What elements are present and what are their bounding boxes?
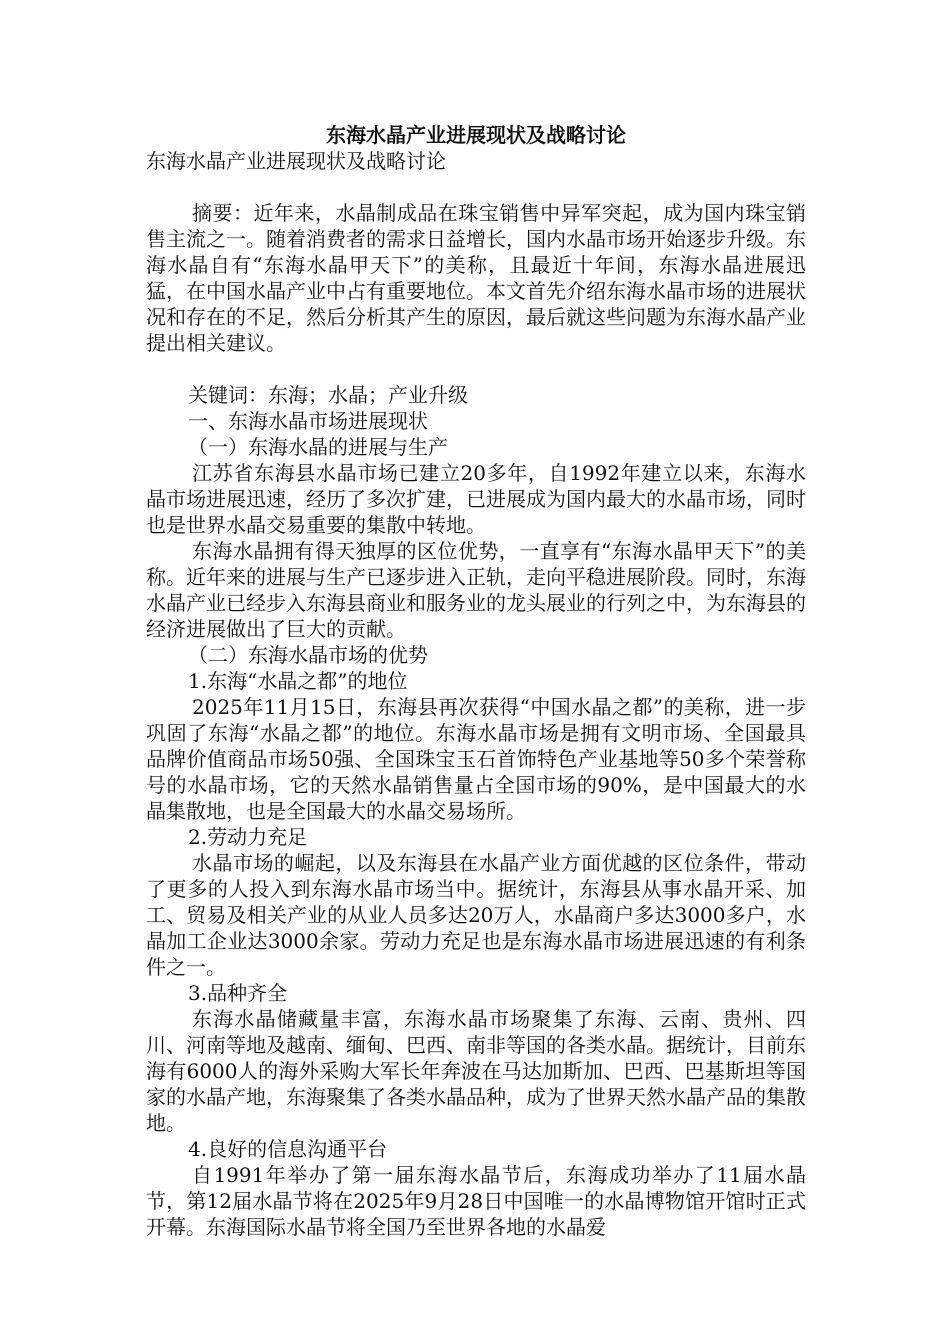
body-paragraph: 东海水晶拥有得天独厚的区位优势，一直享有“东海水晶甲天下”的美称。近年来的进展与生产已逐步进入正轨，走向平稳进展阶段。同时，东海水晶产业已经步入东海县商业和服务业的龙头展业的行列之中，为东海县的经济进展做出了巨大的贡献。 — [146, 539, 806, 641]
subsection-heading: （二）东海水晶市场的优势 — [188, 643, 428, 667]
item-heading: 4.良好的信息沟通平台 — [188, 1137, 388, 1161]
document-body — [146, 122, 806, 1240]
item-heading: 1.东海“水晶之都”的地位 — [188, 669, 408, 693]
blank-line — [146, 356, 806, 382]
item-heading: 3.品种齐全 — [188, 981, 288, 1005]
body-paragraph: 水晶市场的崛起，以及东海县在水晶产业方面优越的区位条件，带动了更多的人投入到东海水晶市场当中。据统计，东海县从事水晶开采、加工、贸易及相关产业的从业人员多达20万人，水晶商户多达3000多户，水晶加工企业达3000余家。劳动力充足也是东海水晶市场进展迅速的有利条件之一。 — [146, 851, 806, 979]
document-title: 东海水晶产业进展现状及战略讨论 — [326, 123, 626, 147]
body-paragraph: 江苏省东海县水晶市场已建立20多年，自1992年建立以来，东海水晶市场进展迅速，经历了多次扩建，已进展成为国内最大的水晶市场，同时也是世界水晶交易重要的集散中转地。 — [146, 461, 806, 537]
document-subtitle: 东海水晶产业进展现状及战略讨论 — [146, 149, 446, 173]
body-paragraph: 自1991年举办了第一届东海水晶节后，东海成功举办了11届水晶节，第12届水晶节将在2025年9月28日中国唯一的水晶博物馆开馆时正式开幕。东海国际水晶节将全国乃至世界各地的水晶爱 — [146, 1163, 806, 1239]
item-heading: 2.劳动力充足 — [188, 825, 308, 849]
keywords-line: 关键词：东海；水晶；产业升级 — [188, 383, 468, 407]
body-paragraph: 2025年11月15日，东海县再次获得“中国水晶之都”的美称，进一步巩固了东海“水晶之都”的地位。东海水晶市场是拥有文明市场、全国最具品牌价值商品市场50强、全国珠宝玉石首饰特色产业基地等50多个荣誉称号的水晶市场，它的天然水晶销售量占全国市场的90%，是中国最大的水晶集散地，也是全国最大的水晶交易场所。 — [146, 695, 806, 823]
subsection-heading: （一）东海水晶的进展与生产 — [188, 435, 448, 459]
section-heading: 一、东海水晶市场进展现状 — [188, 409, 428, 433]
blank-line — [146, 174, 806, 200]
body-paragraph: 东海水晶储藏量丰富，东海水晶市场聚集了东海、云南、贵州、四川、河南等地及越南、缅甸、巴西、南非等国的各类水晶。据统计，目前东海有6000人的海外采购大军长年奔波在马达加斯加、巴西、巴基斯坦等国家的水晶产地，东海聚集了各类水晶品种，成为了世界天然水晶产品的集散地。 — [146, 1007, 806, 1135]
abstract-paragraph: 摘要：近年来，水晶制成品在珠宝销售中异军突起，成为国内珠宝销售主流之一。随着消费者的需求日益增长，国内水晶市场开始逐步升级。东海水晶自有“东海水晶甲天下”的美称，且最近十年间，东海水晶进展迅猛，在中国水晶产业中占有重要地位。本文首先介绍东海水晶市场的进展状况和存在的不足，然后分析其产生的原因，最后就这些问题为东海水晶产业提出相关建议。 — [146, 201, 806, 355]
